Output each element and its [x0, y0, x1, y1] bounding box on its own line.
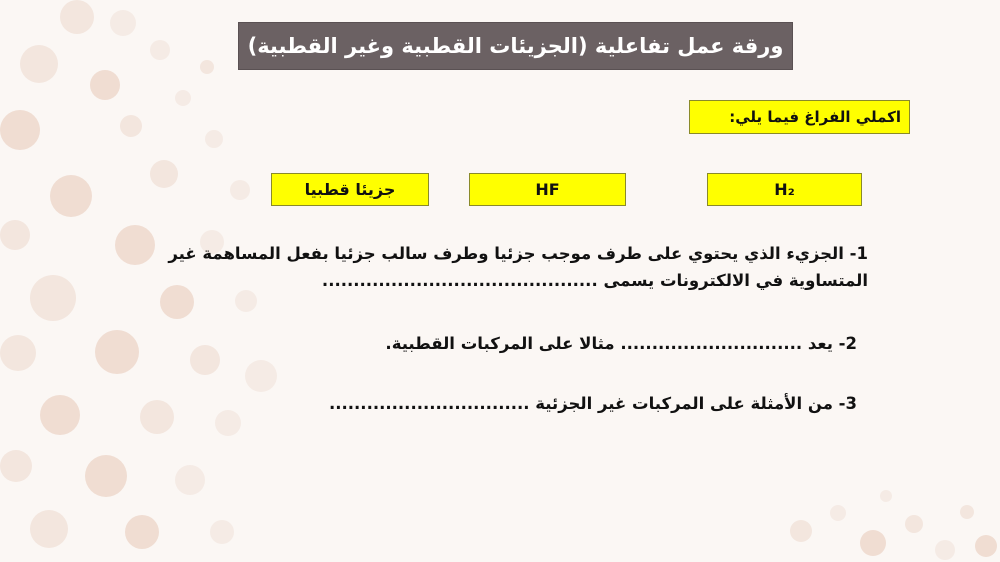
question-2[interactable]: 2- يعد ............................. مثالا على المركبات القطبية. — [385, 334, 857, 353]
instruction-label: اكملي الفراغ فيما يلي: — [689, 100, 910, 134]
question-3[interactable]: 3- من الأمثلة على المركبات غير الجزئية ................................ — [328, 394, 857, 413]
worksheet-title: ورقة عمل تفاعلية (الجزيئات القطبية وغير القطبية) — [238, 22, 793, 70]
option-hf[interactable]: HF — [469, 173, 626, 206]
question-1-line-1: 1- الجزيء الذي يحتوي على طرف موجب جزئيا وطرف سالب جزئيا بفعل المساهمة غير — [168, 244, 868, 263]
question-1-line-2: المتساوية في الالكترونات يسمى ............................................ — [321, 271, 868, 290]
option-h2[interactable]: H₂ — [707, 173, 862, 206]
option-polar-molecule[interactable]: جزيئا قطبيا — [271, 173, 429, 206]
question-1[interactable] — [168, 240, 868, 294]
